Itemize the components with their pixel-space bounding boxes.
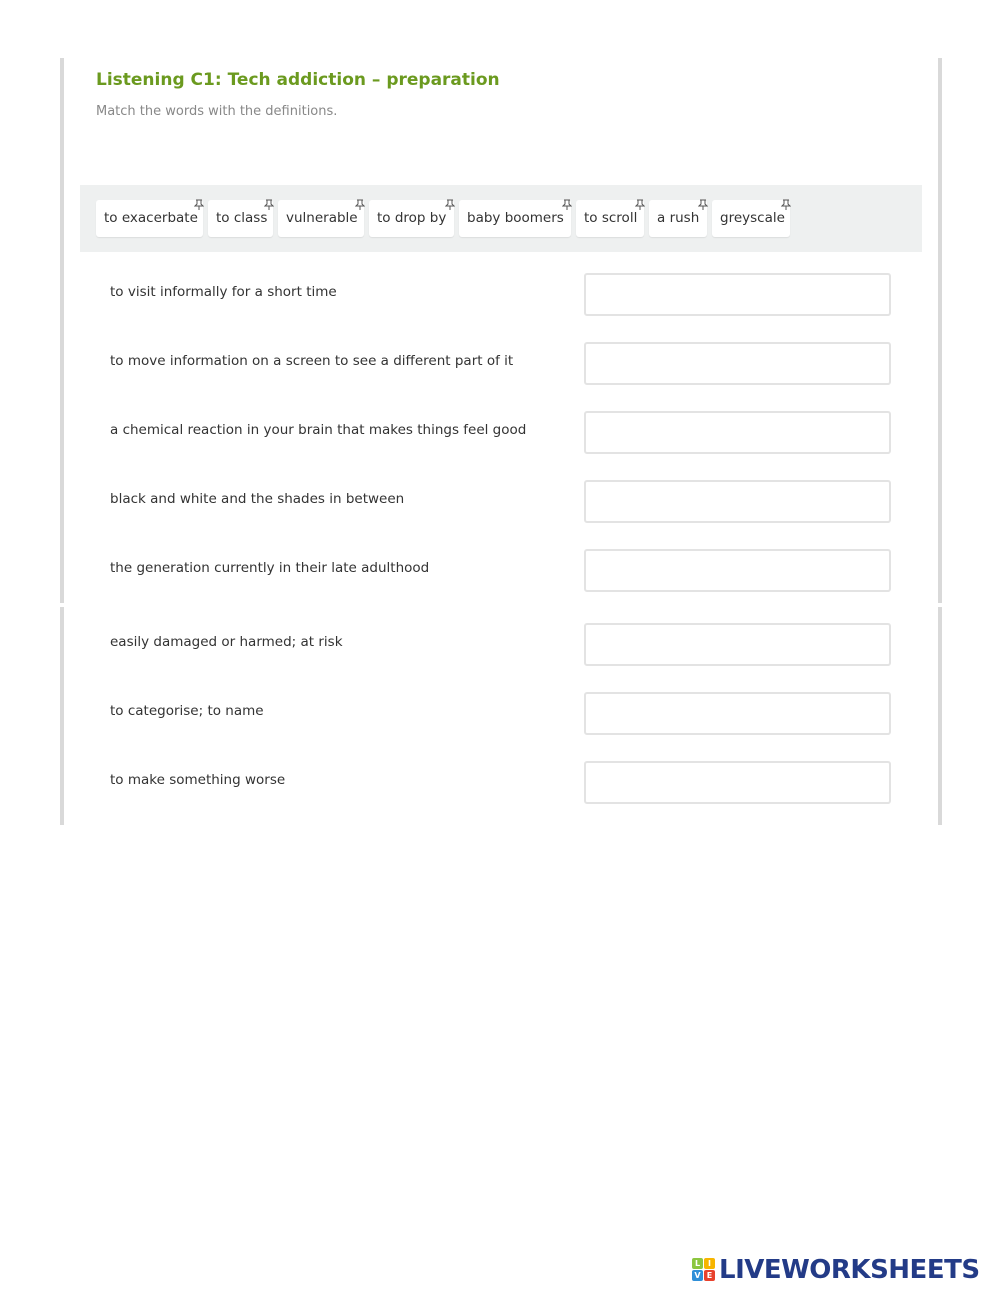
word-chip[interactable] bbox=[96, 200, 203, 237]
definition-text: to make something worse bbox=[110, 772, 286, 788]
word-chip-label: to class bbox=[216, 210, 268, 226]
definition-text: easily damaged or harmed; at risk bbox=[110, 634, 343, 650]
word-chip[interactable] bbox=[459, 200, 571, 237]
word-chip-label: vulnerable bbox=[286, 210, 358, 226]
definition-text: black and white and the shades in between bbox=[110, 491, 405, 507]
pin-icon bbox=[355, 199, 365, 211]
definition-text: to visit informally for a short time bbox=[110, 284, 337, 300]
frame-left-bar-top bbox=[60, 58, 64, 603]
answer-drop-box[interactable] bbox=[584, 342, 891, 385]
frame-left-bar-bottom bbox=[60, 607, 64, 825]
word-chip[interactable] bbox=[369, 200, 454, 237]
exercise-title: Listening C1: Tech addiction – preparation bbox=[96, 70, 500, 90]
pin-icon bbox=[781, 199, 791, 211]
logo-mark-letter: L bbox=[692, 1258, 703, 1269]
logo-mark-letter: V bbox=[692, 1270, 703, 1281]
word-chip[interactable] bbox=[576, 200, 644, 237]
answer-drop-box[interactable] bbox=[584, 273, 891, 316]
pin-icon bbox=[635, 199, 645, 211]
pin-icon bbox=[698, 199, 708, 211]
answer-drop-box[interactable] bbox=[584, 761, 891, 804]
word-chip-label: baby boomers bbox=[467, 210, 564, 226]
logo-mark-icon bbox=[692, 1258, 716, 1282]
word-chip[interactable] bbox=[208, 200, 273, 237]
word-chip-label: to scroll bbox=[584, 210, 638, 226]
definition-text: to move information on a screen to see a different part of it bbox=[110, 353, 514, 369]
word-chip-label: to drop by bbox=[377, 210, 447, 226]
liveworksheets-logo bbox=[692, 1255, 980, 1285]
word-chip-label: greyscale bbox=[720, 210, 785, 226]
logo-text: LIVEWORKSHEETS bbox=[719, 1255, 980, 1285]
logo-mark-letter: I bbox=[704, 1258, 715, 1269]
definition-text: a chemical reaction in your brain that makes things feel good bbox=[110, 422, 527, 438]
pin-icon bbox=[264, 199, 274, 211]
answer-drop-box[interactable] bbox=[584, 411, 891, 454]
word-chip[interactable] bbox=[278, 200, 364, 237]
word-chip[interactable] bbox=[712, 200, 790, 237]
word-chip-label: a rush bbox=[657, 210, 700, 226]
word-chip[interactable] bbox=[649, 200, 707, 237]
definition-text: the generation currently in their late adulthood bbox=[110, 560, 430, 576]
exercise-instruction: Match the words with the definitions. bbox=[96, 104, 338, 119]
definition-text: to categorise; to name bbox=[110, 703, 264, 719]
frame-right-bar-top bbox=[938, 58, 942, 603]
pin-icon bbox=[194, 199, 204, 211]
answer-drop-box[interactable] bbox=[584, 623, 891, 666]
pin-icon bbox=[562, 199, 572, 211]
answer-drop-box[interactable] bbox=[584, 692, 891, 735]
frame-right-bar-bottom bbox=[938, 607, 942, 825]
logo-mark-letter: E bbox=[704, 1270, 715, 1281]
word-chip-label: to exacerbate bbox=[104, 210, 198, 226]
answer-drop-box[interactable] bbox=[584, 549, 891, 592]
answer-drop-box[interactable] bbox=[584, 480, 891, 523]
pin-icon bbox=[445, 199, 455, 211]
